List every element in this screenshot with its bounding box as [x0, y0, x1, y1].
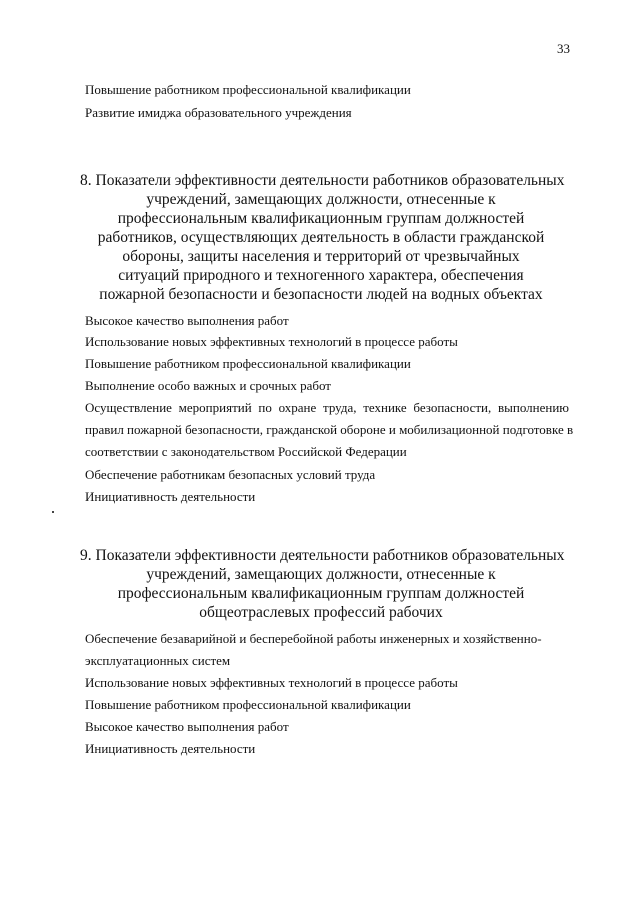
list-item: Использование новых эффективных технологий в процессе работы [85, 334, 458, 349]
section-9-heading [80, 546, 565, 622]
list-item: Повышение работником профессиональной квалификации [85, 82, 411, 97]
list-item: Осуществление мероприятий по охране труда, технике безопасности, выполнению [85, 400, 569, 415]
list-item: Обеспечение работникам безопасных условий труда [85, 467, 376, 482]
page-number: 33 [557, 41, 570, 56]
scan-mark [52, 511, 54, 513]
heading-line: пожарной безопасности и безопасности людей на водных объектах [99, 286, 543, 303]
heading-line: 9. Показатели эффективности деятельности работников образовательных [80, 547, 565, 564]
list-item: Использование новых эффективных технологий в процессе работы [85, 675, 458, 690]
list-item: Развитие имиджа образовательного учреждения [85, 105, 352, 120]
heading-line: ситуаций природного и техногенного характера, обеспечения [118, 267, 524, 284]
list-item: Повышение работником профессиональной квалификации [85, 356, 411, 371]
list-item: правил пожарной безопасности, гражданской обороне и мобилизационной подготовке в [85, 422, 574, 437]
list-item: Инициативность деятельности [85, 741, 256, 756]
heading-line: профессиональным квалификационным группам должностей [117, 210, 525, 227]
list-item: эксплуатационных систем [85, 653, 231, 668]
heading-line: учреждений, замещающих должности, отнесенные к [146, 191, 496, 208]
heading-line: работников, осуществляющих деятельность в области гражданской [97, 229, 545, 246]
heading-line: 8. Показатели эффективности деятельности работников образовательных [80, 172, 565, 189]
heading-line: профессиональным квалификационным группам должностей [117, 585, 525, 602]
list-item: Инициативность деятельности [85, 489, 256, 504]
list-item: Повышение работником профессиональной квалификации [85, 697, 411, 712]
heading-line: учреждений, замещающих должности, отнесенные к [146, 566, 496, 583]
list-item: Выполнение особо важных и срочных работ [85, 378, 331, 393]
list-item: Обеспечение безаварийной и бесперебойной работы инженерных и хозяйственно- [85, 631, 542, 646]
heading-line: обороны, защиты населения и территорий от чрезвычайных [122, 248, 520, 265]
list-item: Высокое качество выполнения работ [85, 313, 289, 328]
list-item: Высокое качество выполнения работ [85, 719, 289, 734]
heading-line: общеотраслевых профессий рабочих [199, 604, 443, 621]
list-item: соответствии с законодательством Российской Федерации [85, 444, 407, 459]
section-8-heading [80, 171, 565, 304]
